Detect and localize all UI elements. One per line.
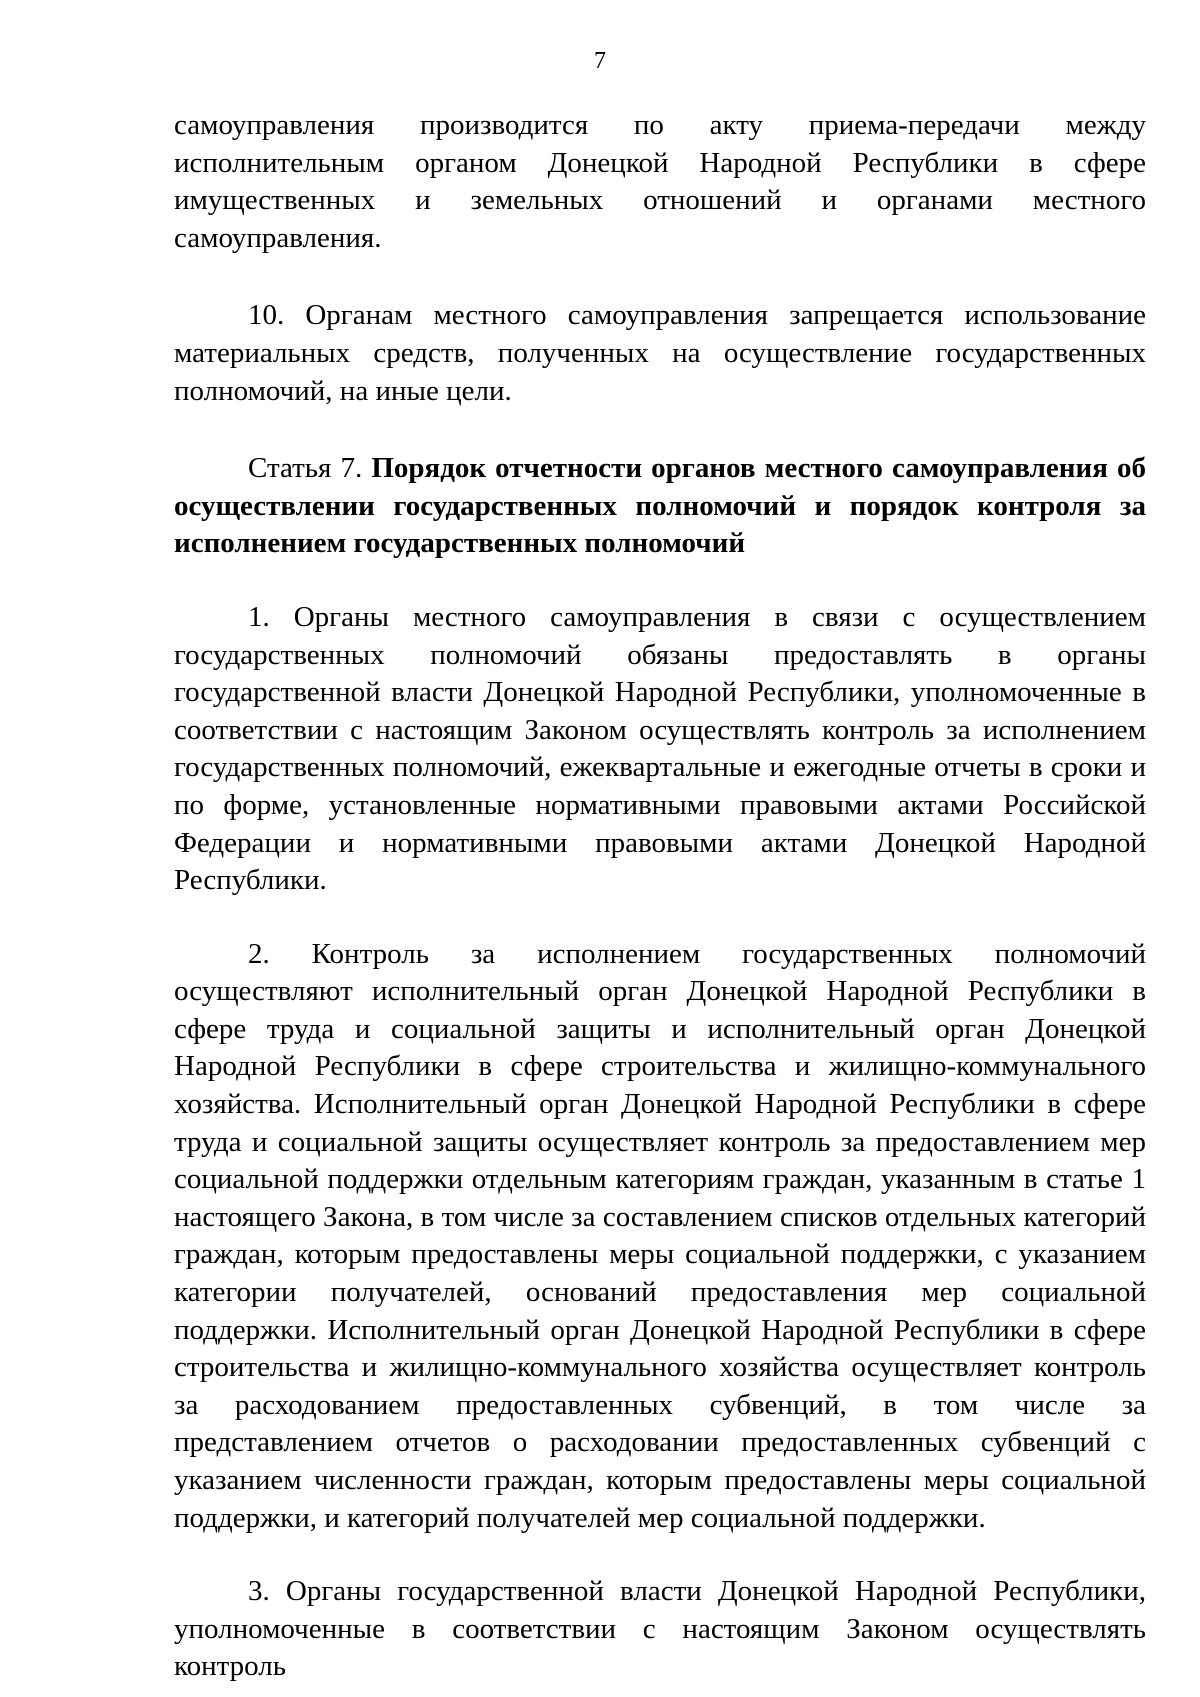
article-7-heading [174,450,1146,563]
document-body [174,107,1146,1686]
article-item-2: 2. Контроль за исполнением государственных полномочий осуществляют исполнительный орган Донецкой Народной Республики в сфере труда и социальной защиты и исполнительный орган Донецкой Народной Республики в сфере строительства и жилищно-коммунального хозяйства. Исполнительный орган Донецкой Народной Республики в сфере труда и социальной защиты осуществляет контроль за предоставлением мер социальной поддержки отдельным категориям граждан, указанным в статье 1 настоящего Закона, в том числе за составлением списков отдельных категорий граждан, которым предоставлены меры социальной поддержки, с указанием категории получателей, оснований предоставления мер социальной поддержки. Исполнительный орган Донецкой Народной Республики в сфере строительства и жилищно-коммунального хозяйства осуществляет контроль за расходованием предоставленных субвенций, в том числе за представлением отчетов о расходовании предоставленных субвенций с указанием численности граждан, которым предоставлены меры социальной поддержки, и категорий получателей мер социальной поддержки. [174,937,1146,1534]
article-item-1: 1. Органы местного самоуправления в связи с осуществлением государственных полномочий обязаны предоставлять в органы государственной власти Донецкой Народной Республики, уполномоченные в соответствии с настоящим Законом осуществлять контроль за исполнением государственных полномочий, ежеквартальные и ежегодные отчеты в сроки и по форме, установленные нормативными правовыми актами Российской Федерации и нормативными правовыми актами Донецкой Народной Республики. [174,600,1146,897]
article-title: Порядок отчетности органов местного самоуправления об осуществлении государственных полномочий и порядок контроля за исполнением государственных полномочий [174,452,1146,560]
page-number: 7 [594,48,606,74]
article-item-3: 3. Органы государственной власти Донецкой Народной Республики, уполномоченные в соответствии с настоящим Законом осуществлять контроль [174,1575,1146,1683]
paragraph-continuation: самоуправления производится по акту приема-передачи между исполнительным органом Донецкой Народной Республики в сфере имущественных и земельных отношений и органами местного самоуправления. [174,109,1146,254]
paragraph-item-10: 10. Органам местного самоуправления запрещается использование материальных средств, полученных на осуществление государственных полномочий, на иные цели. [174,299,1146,407]
article-label: Статья 7. [248,452,372,485]
